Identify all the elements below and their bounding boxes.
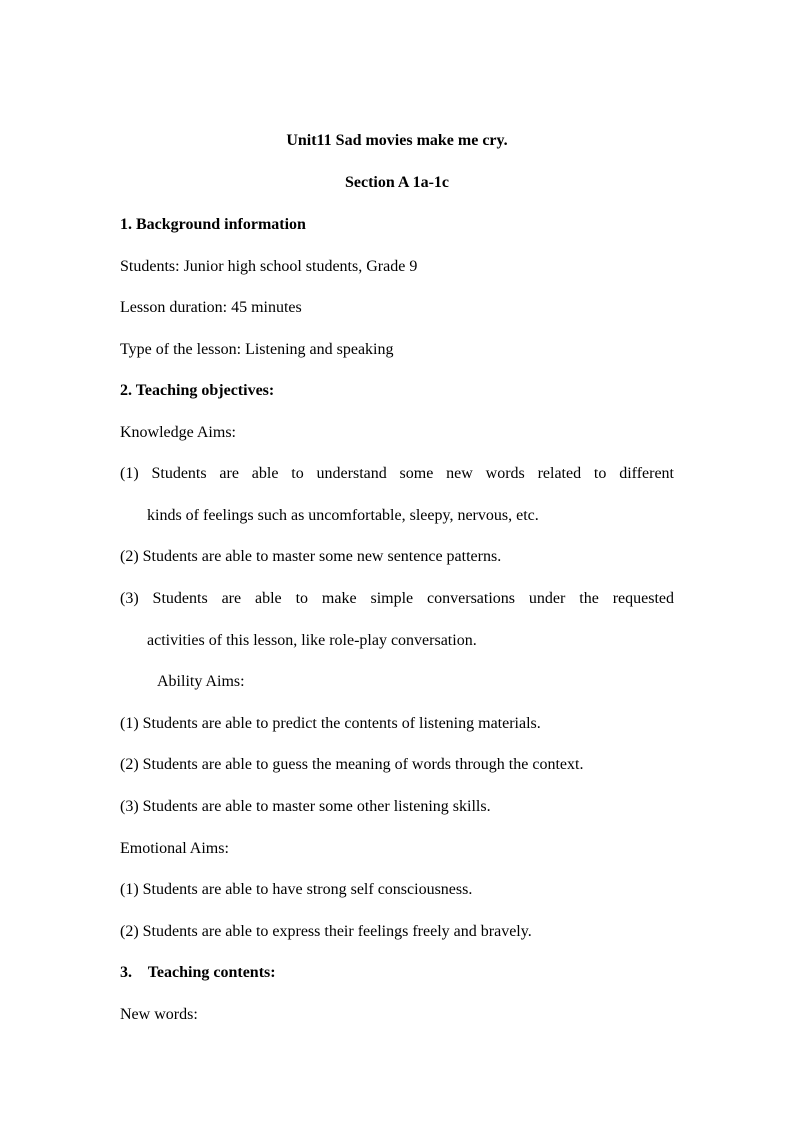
knowledge-item-1: (1) Students are able to understand some new words related to different [120, 465, 674, 482]
document-subtitle: Section A 1a-1c [345, 174, 449, 191]
document-title: Unit11 Sad movies make me cry. [286, 132, 508, 149]
ability-item-2: (2) Students are able to guess the meaning of words through the context. [120, 756, 584, 773]
students-line: Students: Junior high school students, Grade 9 [120, 258, 418, 275]
emotional-item-2: (2) Students are able to express their feelings freely and bravely. [120, 923, 532, 940]
section-heading-objectives: 2. Teaching objectives: [120, 382, 275, 399]
emotional-aims-label: Emotional Aims: [120, 840, 229, 857]
emotional-item-1: (1) Students are able to have strong self consciousness. [120, 881, 473, 898]
ability-item-1: (1) Students are able to predict the contents of listening materials. [120, 715, 541, 732]
knowledge-item-3: (3) Students are able to make simple conversations under the requested [120, 590, 674, 607]
knowledge-item-1-continued: kinds of feelings such as uncomfortable, sleepy, nervous, etc. [147, 507, 539, 524]
new-words-label: New words: [120, 1006, 198, 1023]
ability-aims-label: Ability Aims: [157, 673, 245, 690]
ability-item-3: (3) Students are able to master some other listening skills. [120, 798, 491, 815]
lesson-type-line: Type of the lesson: Listening and speaking [120, 341, 394, 358]
knowledge-item-3-continued: activities of this lesson, like role-play conversation. [147, 632, 477, 649]
section-heading-background: 1. Background information [120, 216, 306, 233]
knowledge-item-2: (2) Students are able to master some new sentence patterns. [120, 548, 502, 565]
knowledge-aims-label: Knowledge Aims: [120, 424, 236, 441]
section-heading-contents: 3. Teaching contents: [120, 964, 276, 981]
duration-line: Lesson duration: 45 minutes [120, 299, 302, 316]
